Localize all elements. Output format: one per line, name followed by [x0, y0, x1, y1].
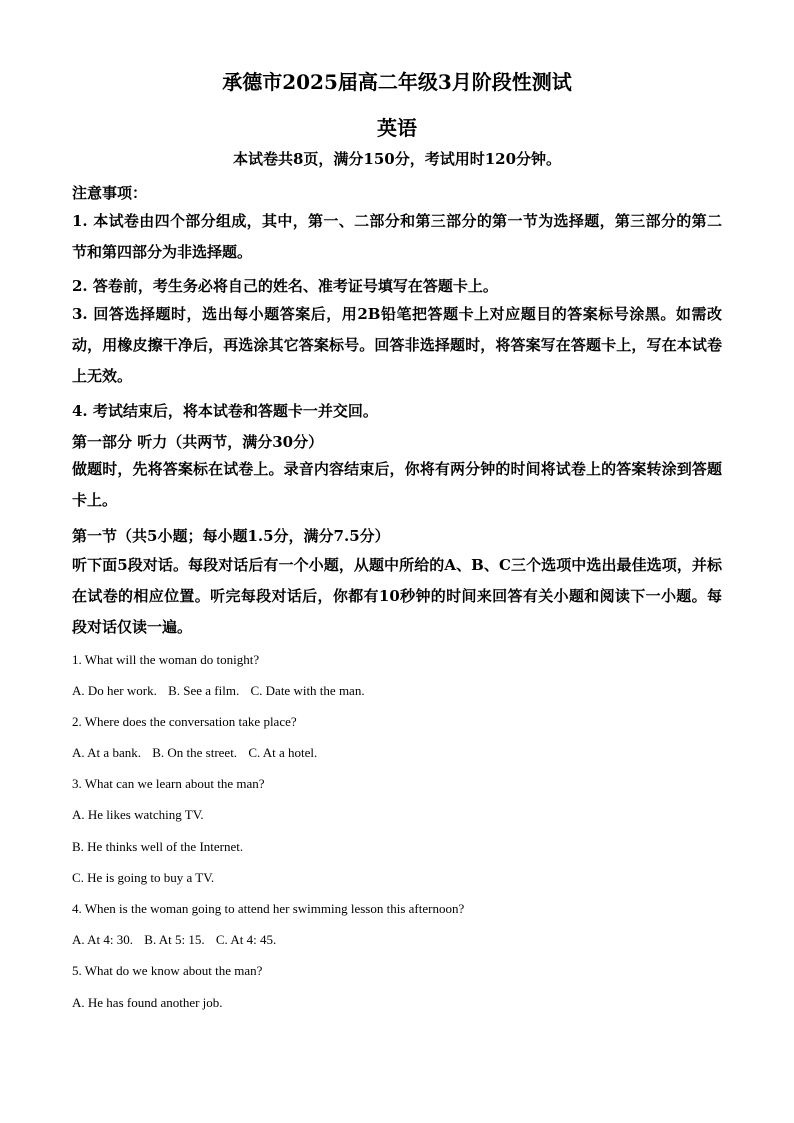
option-a[interactable]: A. At a bank.	[72, 745, 141, 760]
section1-instruction: 听下面5段对话。每段对话后有一个小题，从题中所给的A、B、C三个选项中选出最佳选项，并标在试卷的相应位置。听完每段对话后，你都有10秒钟的时间来回答有关小题和阅读下一小题。每段对话仅读一遍。	[72, 556, 722, 636]
notes-heading: 注意事项：	[72, 184, 148, 202]
subject-title: 英语	[377, 116, 417, 140]
part1-heading: 第一部分 听力（共两节，满分30分）	[72, 433, 324, 451]
question-3-option-a[interactable]: A. He likes watching TV.	[72, 807, 204, 822]
question-3-stem: 3. What can we learn about the man?	[72, 776, 265, 791]
option-a[interactable]: A. At 4: 30.	[72, 932, 134, 947]
note-item-3: 3. 回答选择题时，选出每小题答案后，用2B铅笔把答题卡上对应题目的答案标号涂黑。如需改动，用橡皮擦干净后，再选涂其它答案标号。回答非选择题时，将答案写在答题卡上，写在本试卷上无效。	[72, 305, 722, 385]
question-5-option-a[interactable]: A. He has found another job.	[72, 995, 223, 1010]
option-c[interactable]: C. At 4: 45.	[215, 932, 277, 947]
section1-heading: 第一节（共5小题；每小题1.5分，满分7.5分）	[72, 527, 390, 545]
note-item-1: 1. 本试卷由四个部分组成，其中，第一、二部分和第三部分的第一节为选择题，第三部分的第二节和第四部分为非选择题。	[72, 212, 722, 261]
option-b[interactable]: B. On the street.	[152, 745, 238, 760]
option-c[interactable]: C. At a hotel.	[248, 745, 318, 760]
question-1-stem: 1. What will the woman do tonight?	[72, 652, 260, 667]
exam-info: 本试卷共8页，满分150分，考试用时120分钟。	[232, 150, 562, 168]
question-4-options	[72, 932, 722, 948]
question-3-option-c[interactable]: C. He is going to buy a TV.	[72, 870, 215, 885]
question-3-option-b[interactable]: B. He thinks well of the Internet.	[72, 839, 244, 854]
exam-title: 承德市2025届高二年级3月阶段性测试	[222, 70, 572, 94]
question-1-options	[72, 683, 722, 699]
option-b[interactable]: B. At 5: 15.	[144, 932, 205, 947]
part1-instruction: 做题时，先将答案标在试卷上。录音内容结束后，你将有两分钟的时间将试卷上的答案转涂到答题卡上。	[72, 460, 722, 509]
question-2-stem: 2. Where does the conversation take place?	[72, 714, 297, 729]
option-b[interactable]: B. See a film.	[168, 683, 240, 698]
note-item-4: 4. 考试结束后，将本试卷和答题卡一并交回。	[72, 402, 378, 420]
question-4-stem: 4. When is the woman going to attend her swimming lesson this afternoon?	[72, 901, 465, 916]
note-item-2: 2. 答卷前，考生务必将自己的姓名、准考证号填写在答题卡上。	[72, 277, 498, 295]
question-2-options	[72, 745, 722, 761]
option-a[interactable]: A. Do her work.	[72, 683, 157, 698]
option-c[interactable]: C. Date with the man.	[250, 683, 365, 698]
question-5-stem: 5. What do we know about the man?	[72, 963, 263, 978]
